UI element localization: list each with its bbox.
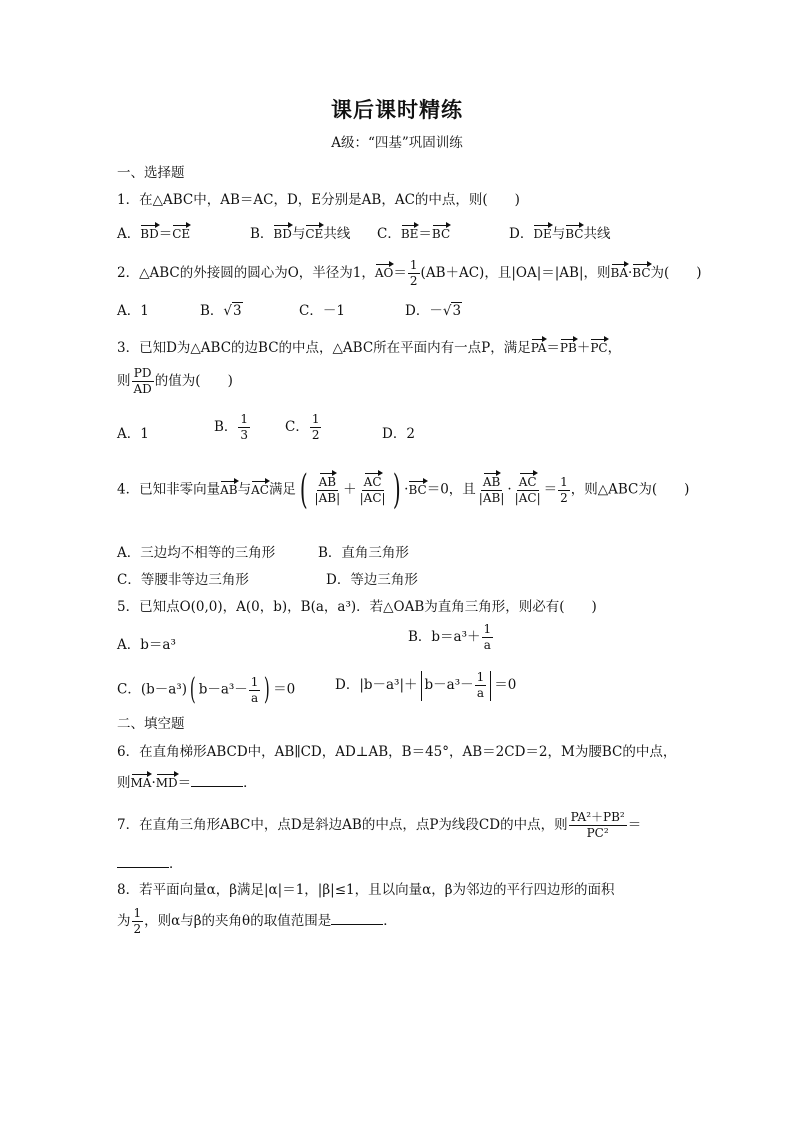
q5-d-text-2: b－a³－ [424, 677, 474, 693]
q5-option-a: A．b＝a³ [117, 637, 176, 653]
fraction-one-over-a [249, 675, 261, 706]
q7-stem [117, 810, 641, 841]
q4-plus: ＋ [343, 481, 357, 498]
q3-option-a: A．1 [117, 426, 149, 442]
q5-d-text-3: ＝0 [494, 677, 517, 693]
q2-dot: · [628, 265, 633, 281]
fraction-denominator: a [483, 638, 491, 652]
q8-end: ． [383, 913, 397, 929]
q2-stem [117, 258, 702, 289]
vector-ac: AC [251, 482, 269, 497]
q4-text-4: ，则△ABC为( ) [570, 481, 690, 498]
vector-ab: AB [482, 474, 501, 489]
q1-c-label: C． [377, 226, 401, 242]
q1-b-gong: 共线 [323, 226, 351, 242]
fraction-pd-ad [132, 366, 154, 397]
q3-c-label: C． [285, 419, 309, 435]
q5-d-text-1: D．|b－a³|＋ [335, 677, 418, 693]
vector-ma: MA [130, 776, 152, 790]
vector-ce: CE [172, 227, 191, 241]
q7-eq: ＝ [627, 817, 642, 833]
q3-text-3: 则 [117, 373, 131, 389]
section-choice: 一、选择题 [117, 165, 185, 181]
answer-blank[interactable] [331, 912, 383, 925]
q4-text-1: 4．已知非零向量 [117, 481, 221, 498]
vector-bc: BC [431, 227, 451, 241]
fraction-pa-pb-pc [569, 810, 627, 841]
q1-d-gong: 共线 [583, 226, 611, 242]
fraction-denominator: AD [133, 382, 152, 396]
q3-eq: ＝ [546, 340, 560, 356]
q7-answer-line [117, 852, 183, 872]
left-paren: ( [189, 672, 196, 707]
q6-eq: ＝ [177, 775, 192, 791]
vector-be: BE [400, 227, 419, 241]
fraction-numerator: 1 [133, 906, 142, 920]
abs-bar-left [421, 671, 422, 701]
fraction-ac-over-abs [358, 475, 388, 506]
q1-d-label: D． [509, 226, 534, 242]
q2-d-label: D．－ [405, 303, 443, 319]
fraction-denominator: 2 [311, 428, 320, 442]
q8-text-3: ，则α与β的夹角θ的取值范围是 [144, 913, 332, 929]
q1-stem: 1．在△ABC中，AB＝AC，D，E分别是AB，AC的中点，则( ) [117, 192, 520, 208]
sqrt-3: √3 [442, 303, 462, 319]
q3-text-4: 的值为( ) [154, 373, 233, 389]
answer-blank[interactable] [117, 855, 169, 868]
q6-dot: · [151, 775, 156, 791]
q5-stem: 5．已知点O(0,0)，A(0，b)，B(a，a³)．若△OAB为直角三角形，则必有( ) [117, 599, 597, 615]
vector-ao: AO [374, 266, 394, 280]
fraction-numerator: 1 [560, 474, 568, 489]
q4-option-d: D．等边三角形 [326, 572, 418, 588]
fraction-half [408, 258, 420, 289]
fraction-half [558, 475, 570, 506]
q5-option-b [408, 622, 494, 653]
fraction-denominator: 2 [133, 922, 142, 936]
q5-c-text-3: ＝0 [273, 681, 296, 698]
vector-bd: BD [273, 227, 292, 241]
q3-text-2: ， [607, 340, 622, 356]
vector-bc: BC [408, 482, 427, 497]
fraction-one-over-a [475, 670, 487, 701]
fraction-denominator: |AC| [514, 490, 541, 505]
fraction-denominator: PC² [586, 826, 609, 840]
q6-text-2: 则 [117, 775, 131, 791]
fraction-numerator [317, 475, 338, 491]
q1-b-yu: 与 [291, 226, 306, 242]
q7-text-1: 7．在直角三角形ABC中，点D是斜边AB的中点，点P为线段CD的中点，则 [117, 817, 568, 833]
q2-text-1: 2．△ABC的外接圆的圆心为O，半径为1， [117, 265, 375, 281]
q1-b-label: B． [250, 226, 274, 242]
vector-pa: PA [530, 341, 547, 355]
vector-md: MD [155, 776, 178, 790]
q2-b-label: B． [200, 303, 224, 319]
q5-c-text-2: b－a³－ [198, 681, 248, 698]
q4-yu: 与 [237, 481, 252, 498]
level-subtitle: A级：“四基”巩固训练 [331, 135, 463, 151]
q4-dot-2: · [507, 481, 512, 498]
fraction-numerator [481, 475, 502, 491]
q1-a-label: A． [117, 226, 141, 242]
fraction-numerator [362, 475, 384, 491]
radicand: 3 [452, 303, 462, 319]
q4-eq: ＝ [543, 481, 558, 498]
fraction-denominator: |AB| [314, 490, 341, 505]
fraction-one-third [238, 412, 250, 443]
q6-end: ． [243, 775, 257, 791]
fraction-one-over-a [482, 622, 494, 653]
q8-text-2: 为 [117, 913, 131, 929]
vector-bc: BC [632, 266, 651, 280]
fraction-numerator: 1 [483, 622, 492, 636]
fraction-numerator: 1 [250, 674, 259, 689]
q4-option-a: A．三边均不相等的三角形 [117, 545, 276, 561]
q1-option-d [509, 222, 610, 242]
section-fill: 二、填空题 [117, 716, 185, 732]
q3-plus: ＋ [576, 340, 591, 356]
q4-stem [117, 467, 690, 513]
fraction-ac-over-abs [513, 475, 543, 506]
fraction-numerator: 1 [311, 412, 320, 426]
fraction-denominator: a [251, 690, 259, 705]
vector-pc: PC [590, 341, 608, 355]
vector-ce: CE [305, 227, 324, 241]
q1-d-yu: 与 [551, 226, 566, 242]
fraction-numerator: PD [133, 366, 152, 380]
sqrt-3: √3 [223, 303, 242, 319]
page-title: 课后课时精练 [331, 97, 463, 122]
q3-option-b [214, 412, 251, 443]
abs-bar-right [490, 671, 491, 701]
fraction-ab-over-abs [477, 475, 507, 506]
q1-option-b [250, 222, 350, 242]
answer-blank[interactable] [191, 774, 243, 787]
q6-stem-2 [117, 771, 257, 791]
fraction-numerator: 1 [476, 670, 485, 684]
q3-option-c [285, 412, 322, 443]
q3-b-label: B． [214, 419, 238, 435]
q2-option-b [200, 299, 243, 319]
fraction-denominator: a [476, 686, 485, 700]
fraction-denominator: |AC| [359, 490, 386, 505]
vector-bc: BC [565, 227, 584, 241]
fraction-half [310, 412, 322, 443]
q3-stem-2 [117, 366, 233, 397]
q4-option-c: C．等腰非等边三角形 [117, 572, 249, 588]
right-paren: ) [392, 467, 401, 513]
q1-option-c [377, 222, 450, 242]
q1-option-a [117, 222, 190, 242]
fraction-half [132, 906, 144, 937]
fraction-numerator: 1 [240, 412, 249, 426]
vector-pb: PB [559, 341, 577, 355]
q1-a-eq: ＝ [158, 226, 173, 242]
fraction-numerator: 1 [409, 258, 418, 272]
q3-option-d: D．2 [382, 426, 415, 442]
vector-ab: AB [318, 474, 337, 489]
fraction-numerator: PA²＋PB² [570, 810, 625, 824]
q2-option-a: A．1 [117, 303, 149, 319]
fraction-ab-over-abs [313, 475, 343, 506]
q4-text-2: 满足 [268, 481, 296, 498]
q3-stem-1 [117, 336, 621, 356]
q8-stem-2 [117, 906, 397, 937]
vector-ac: AC [518, 474, 537, 489]
fraction-denominator: 3 [240, 428, 249, 442]
q3-text-1: 3．已知D为△ABC的边BC的中点，△ABC所在平面内有一点P，满足 [117, 340, 531, 356]
vector-de: DE [533, 227, 552, 241]
vector-ba: BA [610, 266, 628, 280]
q4-text-3: ＝0，且 [426, 481, 476, 498]
q2-text-2: (AB＋AC)，且|OA|＝|AB|，则 [420, 265, 611, 281]
q4-option-b: B．直角三角形 [318, 545, 409, 561]
fraction-denominator: 2 [560, 490, 568, 505]
left-paren: ( [299, 467, 308, 513]
q5-option-c [117, 670, 295, 710]
q7-end: ． [169, 856, 183, 872]
q2-option-c: C．－1 [299, 303, 345, 319]
q5-option-d [335, 670, 516, 701]
q2-eq: ＝ [393, 265, 407, 281]
radicand: 3 [233, 303, 242, 319]
fraction-denominator: |AB| [478, 490, 505, 505]
q2-text-3: 为( ) [650, 265, 702, 281]
vector-ab: AB [220, 482, 238, 497]
q4-dot-1: · [404, 481, 409, 498]
q6-stem-1: 6．在直角梯形ABCD中，AB∥CD，AD⊥AB，B＝45°，AB＝2CD＝2，M为腰BC的中点， [117, 744, 677, 760]
right-paren: ) [264, 672, 271, 707]
vector-ac: AC [363, 474, 382, 489]
q8-stem-1: 8．若平面向量α，β满足|α|＝1，|β|≤1，且以向量α，β为邻边的平行四边形的面积 [117, 882, 615, 898]
fraction-numerator [517, 475, 539, 491]
fraction-denominator: 2 [409, 274, 418, 288]
q5-c-text-1: C．(b－a³) [117, 681, 187, 698]
vector-bd: BD [140, 227, 159, 241]
q2-option-d [405, 299, 462, 319]
q5-b-label: B．b＝a³＋ [408, 629, 481, 645]
q1-c-eq: ＝ [418, 226, 432, 242]
